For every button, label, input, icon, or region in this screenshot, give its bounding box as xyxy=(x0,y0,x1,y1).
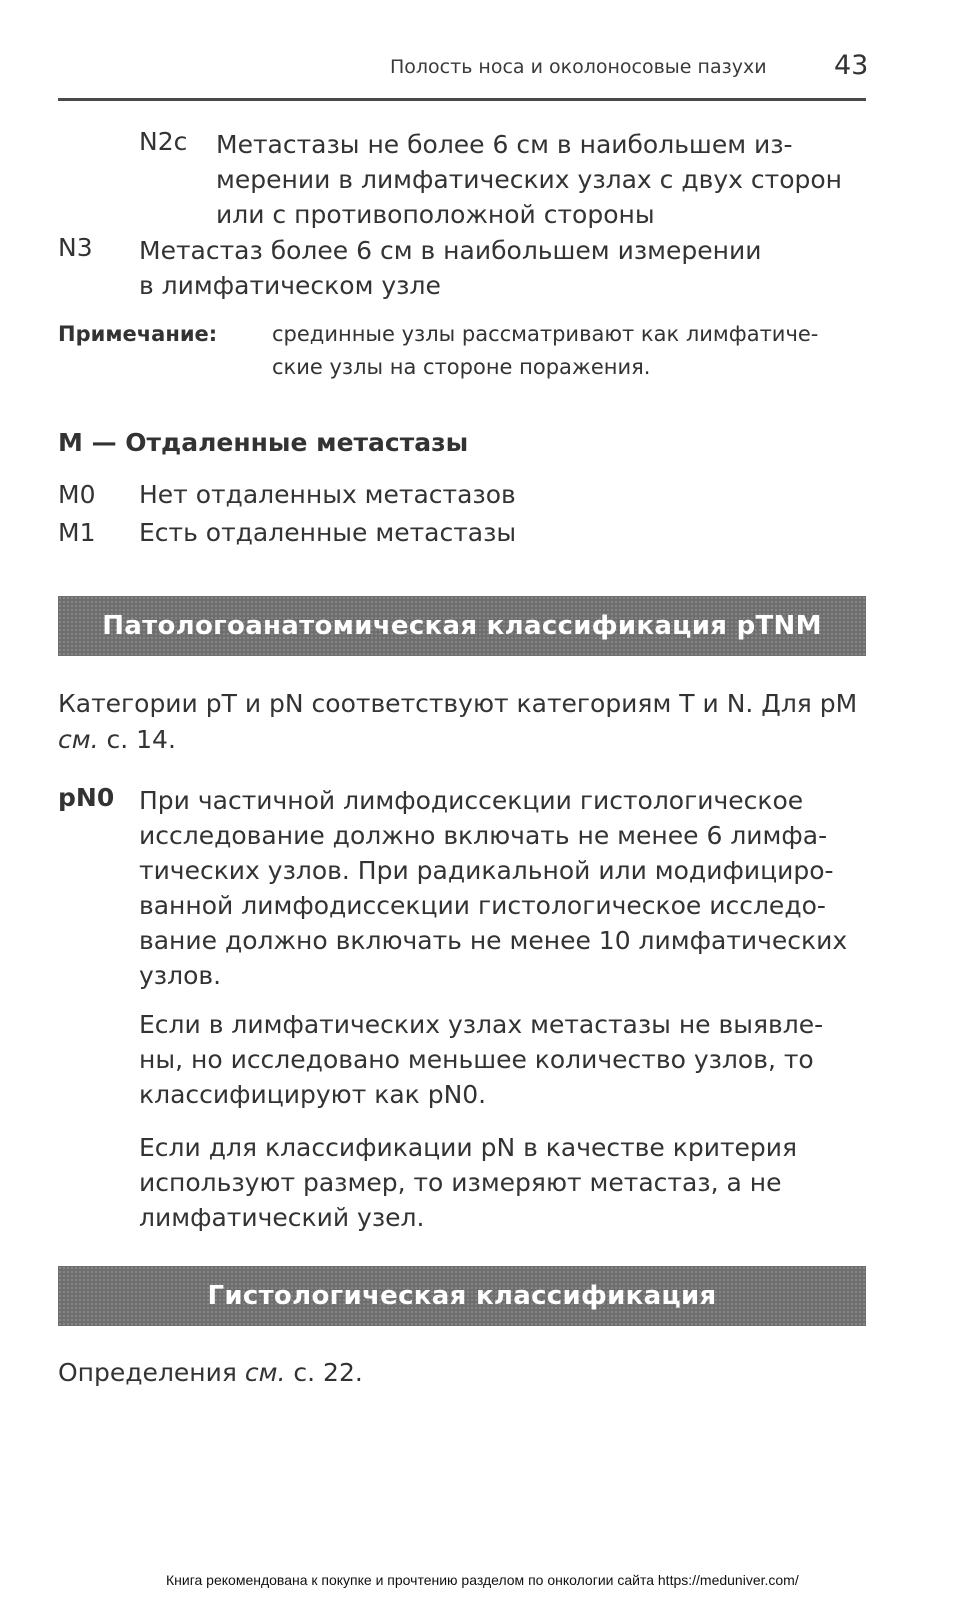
ptnm-heading-text: Патологоанатомическая классификация pTNM xyxy=(102,611,822,641)
ptnm-intro-end: с. 14. xyxy=(98,725,176,754)
def-end: с. 22. xyxy=(285,1358,363,1387)
def-ref: см. xyxy=(244,1358,286,1387)
m0-code: M0 xyxy=(58,480,96,509)
m0-text: Нет отдаленных метастазов xyxy=(139,480,516,509)
n2c-text: Метастазы не более 6 см в наибольшем из- мерении в лимфатических узлах с двух сторон или с противоположной стороны xyxy=(216,130,843,229)
note-label: Примечание: xyxy=(58,322,218,346)
ptnm-section-heading xyxy=(58,596,866,656)
m1-text: Есть отдаленные метастазы xyxy=(139,518,517,547)
m1-code: M1 xyxy=(58,518,96,547)
n3-text: Метастаз более 6 см в наибольшем измерении в лимфатическом узле xyxy=(139,236,762,300)
histology-definitions xyxy=(58,1358,363,1387)
histology-heading-text: Гистологическая классификация xyxy=(207,1281,717,1311)
pn0-paragraph-2: Если в лимфатических узлах метастазы не выявле- ны, но исследовано меньшее количество узлов, то классифицируют как pN0. xyxy=(139,1010,824,1109)
ptnm-intro-start: Категории pT и pN соответствуют категориям T и N. Для pM xyxy=(58,689,858,718)
n2c-code: N2c xyxy=(139,127,188,156)
pn0-paragraph-3: Если для классификации pN в качестве критерия используют размер, то измеряют метастаз, а не лимфатический узел. xyxy=(139,1133,798,1232)
note-text: срединные узлы рассматривают как лимфатиче- ские узлы на стороне поражения. xyxy=(272,322,819,379)
pn0-code: pN0 xyxy=(58,783,115,812)
footer-note: Книга рекомендована к покупке и прочтению разделом по онкологии сайта https://meduniver.com/ xyxy=(166,1572,799,1588)
histology-section-heading xyxy=(58,1266,866,1326)
def-start: Определения xyxy=(58,1358,245,1387)
pn0-paragraph-1: При частичной лимфодиссекции гистологическое исследование должно включать не менее 6 лимфа- тических узлов. При радикальной или модифициро- ванной лимфодиссекции гистологическое исследо- вание должно включать не менее 10 лимфатических узлов. xyxy=(139,786,848,990)
n3-code: N3 xyxy=(58,233,93,262)
ptnm-intro-ref: см. xyxy=(58,725,99,754)
m-section-heading: M — Отдаленные метастазы xyxy=(58,428,469,457)
ptnm-intro xyxy=(58,686,866,758)
page-number: 43 xyxy=(834,50,869,81)
header-divider xyxy=(58,98,866,101)
running-header: Полость носа и околоносовые пазухи xyxy=(390,56,767,78)
